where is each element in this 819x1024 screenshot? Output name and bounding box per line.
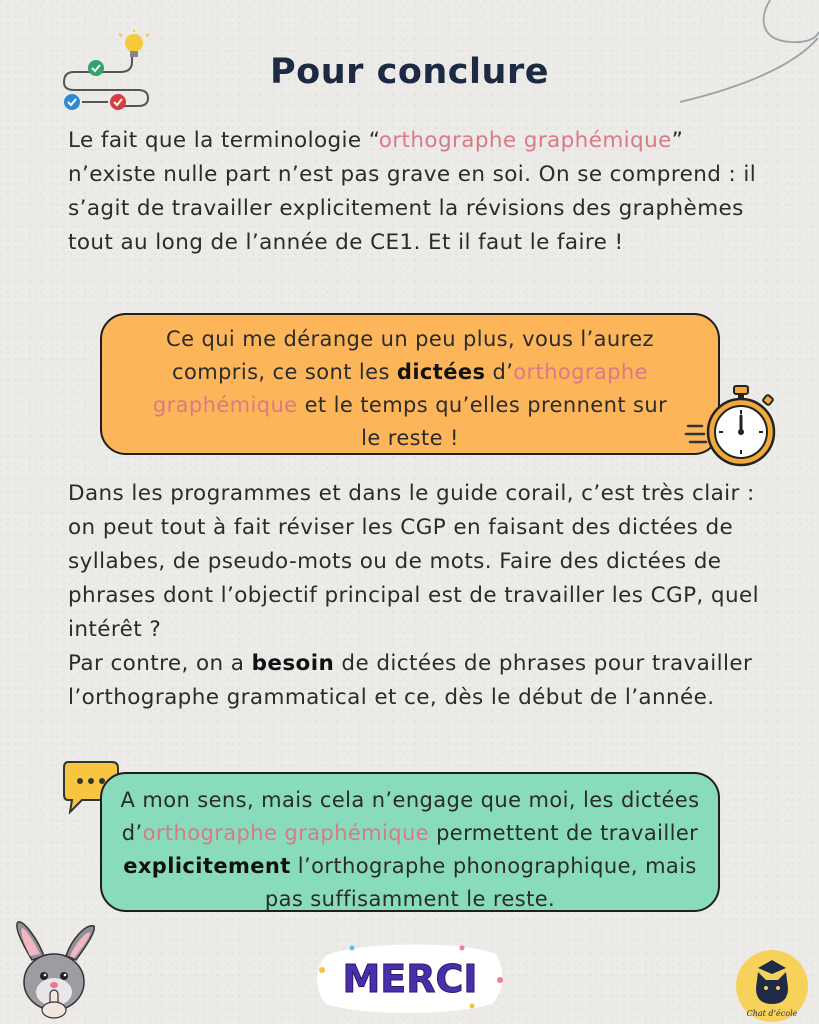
intro-text-start: Le fait que la terminologie “	[68, 128, 379, 153]
programs-text: Dans les programmes et dans le guide corail, c’est très clair : on peut tout à fait réviser les CGP en faisant des dictées de syllabes, de pseudo-mots ou de mots. Faire des dictées de phrases dont l’objectif principal est de travailler les CGP, quel intérêt ?	[68, 481, 759, 642]
merci-text: MERCI	[342, 957, 478, 1001]
callout1-text-end: et le temps qu’elles prennent sur le reste !	[297, 393, 668, 450]
callout1-text-mid: d’	[485, 360, 514, 384]
highlight-term: orthographe graphémique	[378, 128, 672, 153]
callout2-text-end: l’orthographe phonographique, mais pas suffisamment le reste.	[264, 854, 697, 911]
merci-badge	[312, 940, 508, 1014]
chat-decole-logo	[734, 948, 810, 1024]
callout2-text-start: A mon sens, mais cela n’engage que moi, les dictées d’	[120, 788, 700, 845]
programs-text2-start: Par contre, on a	[68, 651, 252, 676]
programs-paragraph	[68, 477, 768, 715]
callout1-highlight: orthographe graphémique	[152, 360, 648, 417]
programs-bold: besoin	[251, 651, 335, 676]
callout2-bold: explicitement	[123, 854, 291, 878]
intro-paragraph	[68, 124, 768, 260]
logo-text: Chat d’école	[746, 1009, 798, 1018]
callout-green	[100, 772, 720, 912]
callout2-highlight: orthographe graphémique	[142, 821, 429, 845]
intro-text-end: ” n’existe nulle part n’est pas grave en soi. On se comprend : il s’agit de travailler explicitement la révisions des graphèmes tout au long de l’année de CE1. Et il faut le faire !	[68, 128, 757, 255]
programs-text2-end: de dictées de phrases pour travailler l’orthographe grammatical et ce, dès le début de l’année.	[68, 651, 753, 710]
callout2-text-mid: permettent de travailler	[429, 821, 699, 845]
stopwatch-icon	[684, 382, 784, 474]
callout1-text-start: Ce qui me dérange un peu plus, vous l’aurez compris, ce sont les	[166, 327, 654, 384]
rabbit-icon	[10, 920, 100, 1020]
page-title: Pour conclure	[270, 52, 549, 92]
callout1-bold: dictées	[396, 360, 486, 384]
callout-orange	[100, 313, 720, 455]
